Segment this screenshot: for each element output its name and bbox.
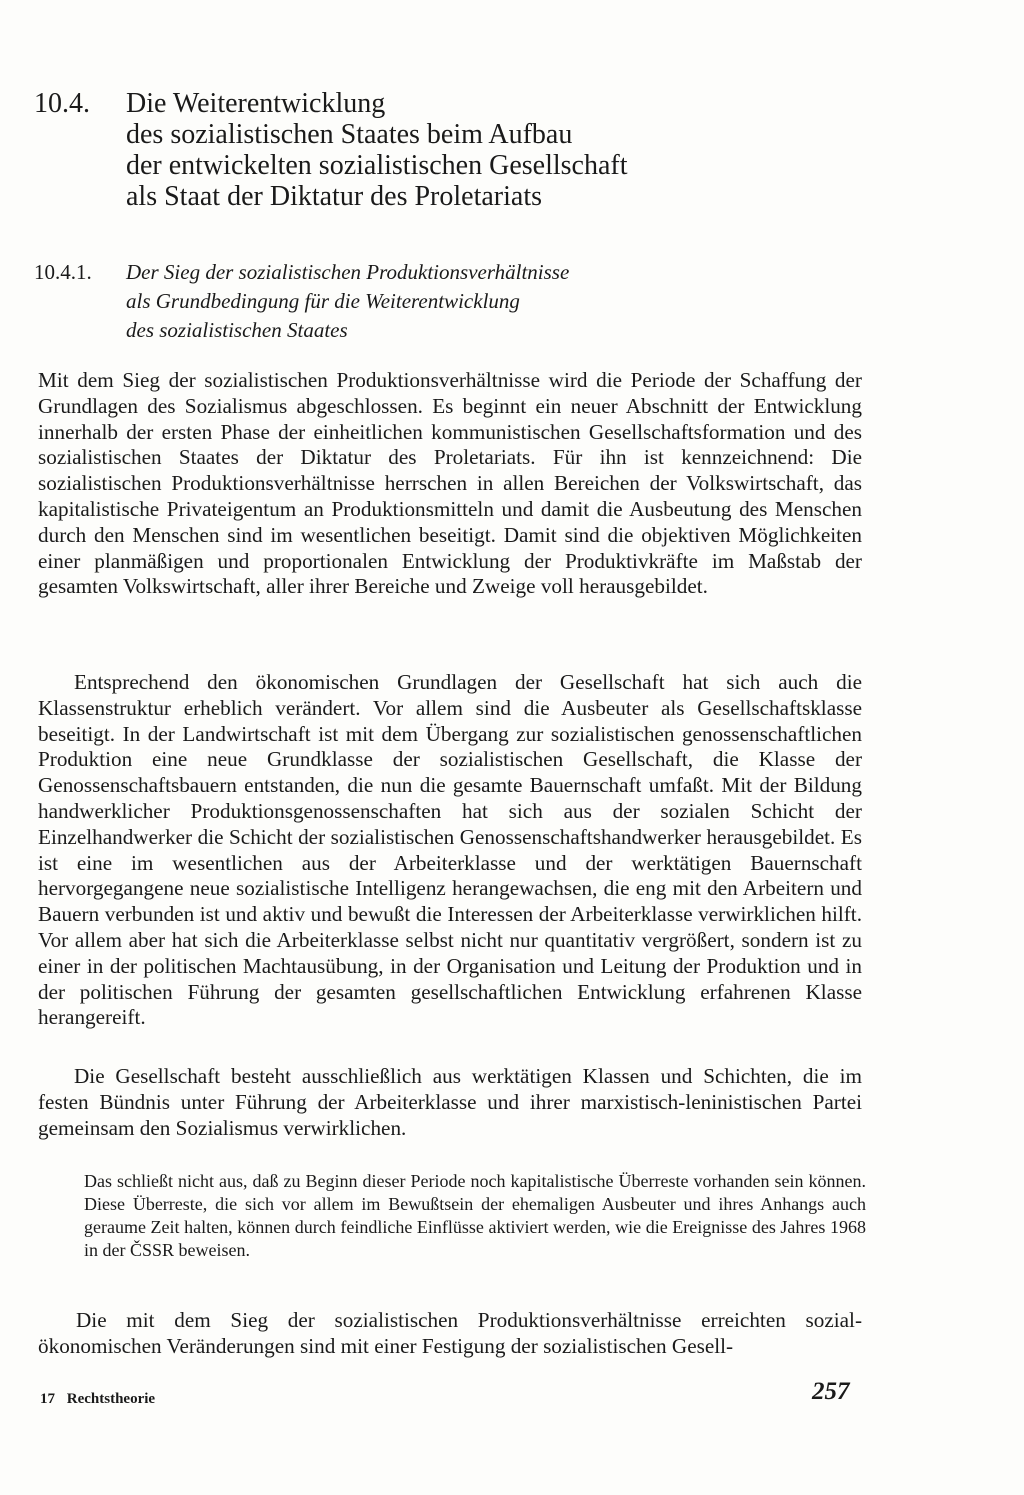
signature-number: 17 (40, 1391, 55, 1407)
footer-signature (40, 1391, 155, 1408)
page-number: 257 (812, 1378, 850, 1405)
section-title-line: der entwickelten sozialistischen Gesellschaft (126, 150, 628, 181)
subsection-title (126, 258, 686, 345)
section-number: 10.4. (34, 88, 90, 119)
section-title-line: des sozialistischen Staates beim Aufbau (126, 119, 573, 150)
body-text (38, 1064, 862, 1141)
paragraph: Mit dem Sieg der sozialistischen Produktionsverhältnisse wird die Periode der Schaffung der Grundlagen des Sozialismus abgeschlossen. Es beginnt ein neuer Abschnitt der Entwicklung innerhalb der ersten Phase der einheitlichen kommunistischen Gesellschaftsformation und des sozialistischen Staates der Diktatur des Proletariats. Für ihn ist kennzeichnend: Die sozialistischen Produktionsverhältnisse herrschen in allen Bereichen der Volkswirtschaft, das kapitalistische Privateigentum an Produktionsmitteln und damit die Ausbeutung des Menschen durch den Menschen sind im wesentlichen beseitigt. Damit sind die objektiven Möglichkeiten einer planmäßigen und proportionalen Entwicklung der Produktivkräfte im Maßstab der gesamten Volkswirtschaft, aller ihrer Bereiche und Zweige voll herausgebildet. (38, 368, 862, 599)
subsection-title-line: als Grundbedingung für die Weiterentwicklung (126, 289, 520, 313)
subsection-title-line: des sozialistischen Staates (126, 318, 348, 342)
section-title-line: als Staat der Diktatur des Proletariats (126, 181, 542, 212)
paragraph: Entsprechend den ökonomischen Grundlagen der Gesellschaft hat sich auch die Klassenstruktur erheblich verändert. Vor allem sind die Ausbeuter als Gesellschaftsklasse beseitigt. In der Landwirtschaft ist mit dem Übergang zur sozialistischen genossenschaftlichen Produktion eine neue Grundklasse der sozialistischen Gesellschaft, die Klasse der Genossenschaftsbauern entstanden, die nun die gesamte Bauernschaft umfaßt. Mit der Bildung handwerklicher Produktionsgenossenschaften hat sich aus der sozialen Schicht der Einzelhandwerker die Schicht der sozialistischen Genossenschaftshandwerker herausgebildet. Es ist eine im wesentlichen aus der Arbeiterklasse und der werktätigen Bauernschaft hervorgegangene neue sozialistische Intelligenz herangewachsen, die eng mit den Arbeitern und Bauern verbunden ist und aktiv und bewußt die Interessen der Arbeiterklasse verwirklichen hilft. Vor allem aber hat sich die Arbeiterklasse selbst nicht nur quantitativ vergrößert, sondern ist zu einer in der politischen Machtausübung, in der Organisation und Leitung der Produktion und in der politischen Führung der gesamten gesellschaftlichen Entwicklung erfahrenen Klasse herangereift. (38, 670, 862, 1030)
body-text (38, 670, 862, 1031)
paragraph: Die Gesellschaft besteht ausschließlich aus werktätigen Klassen und Schichten, die im festen Bündnis unter Führung der Arbeiterklasse und ihrer marxistisch-leninistischen Partei gemeinsam den Sozialismus verwirklichen. (38, 1064, 862, 1140)
final-paragraph: Die mit dem Sieg der sozialistischen Produktionsverhältnisse erreichten sozialökonomischen Veränderungen sind mit einer Festigung der sozialistischen Gesell- (38, 1308, 862, 1358)
section-title (126, 88, 746, 212)
signature-label: Rechtstheorie (66, 1391, 156, 1407)
subsection-title-line: Der Sieg der sozialistischen Produktionsverhältnisse (126, 260, 570, 284)
body-text (38, 368, 862, 600)
section-title-line: Die Weiterentwicklung (126, 88, 386, 119)
small-print-note: Das schließt nicht aus, daß zu Beginn dieser Periode noch kapitalistische Überreste vorhanden sein können. Diese Überreste, die sich vor allem im Bewußtsein der ehemaligen Ausbeuter und ihres Anhangs auch geraume Zeit halten, können durch feindliche Einflüsse aktiviert werden, wie die Ereignisse des Jahres 1968 in der ČSSR beweisen. (84, 1171, 866, 1260)
subsection-number: 10.4.1. (34, 260, 92, 284)
